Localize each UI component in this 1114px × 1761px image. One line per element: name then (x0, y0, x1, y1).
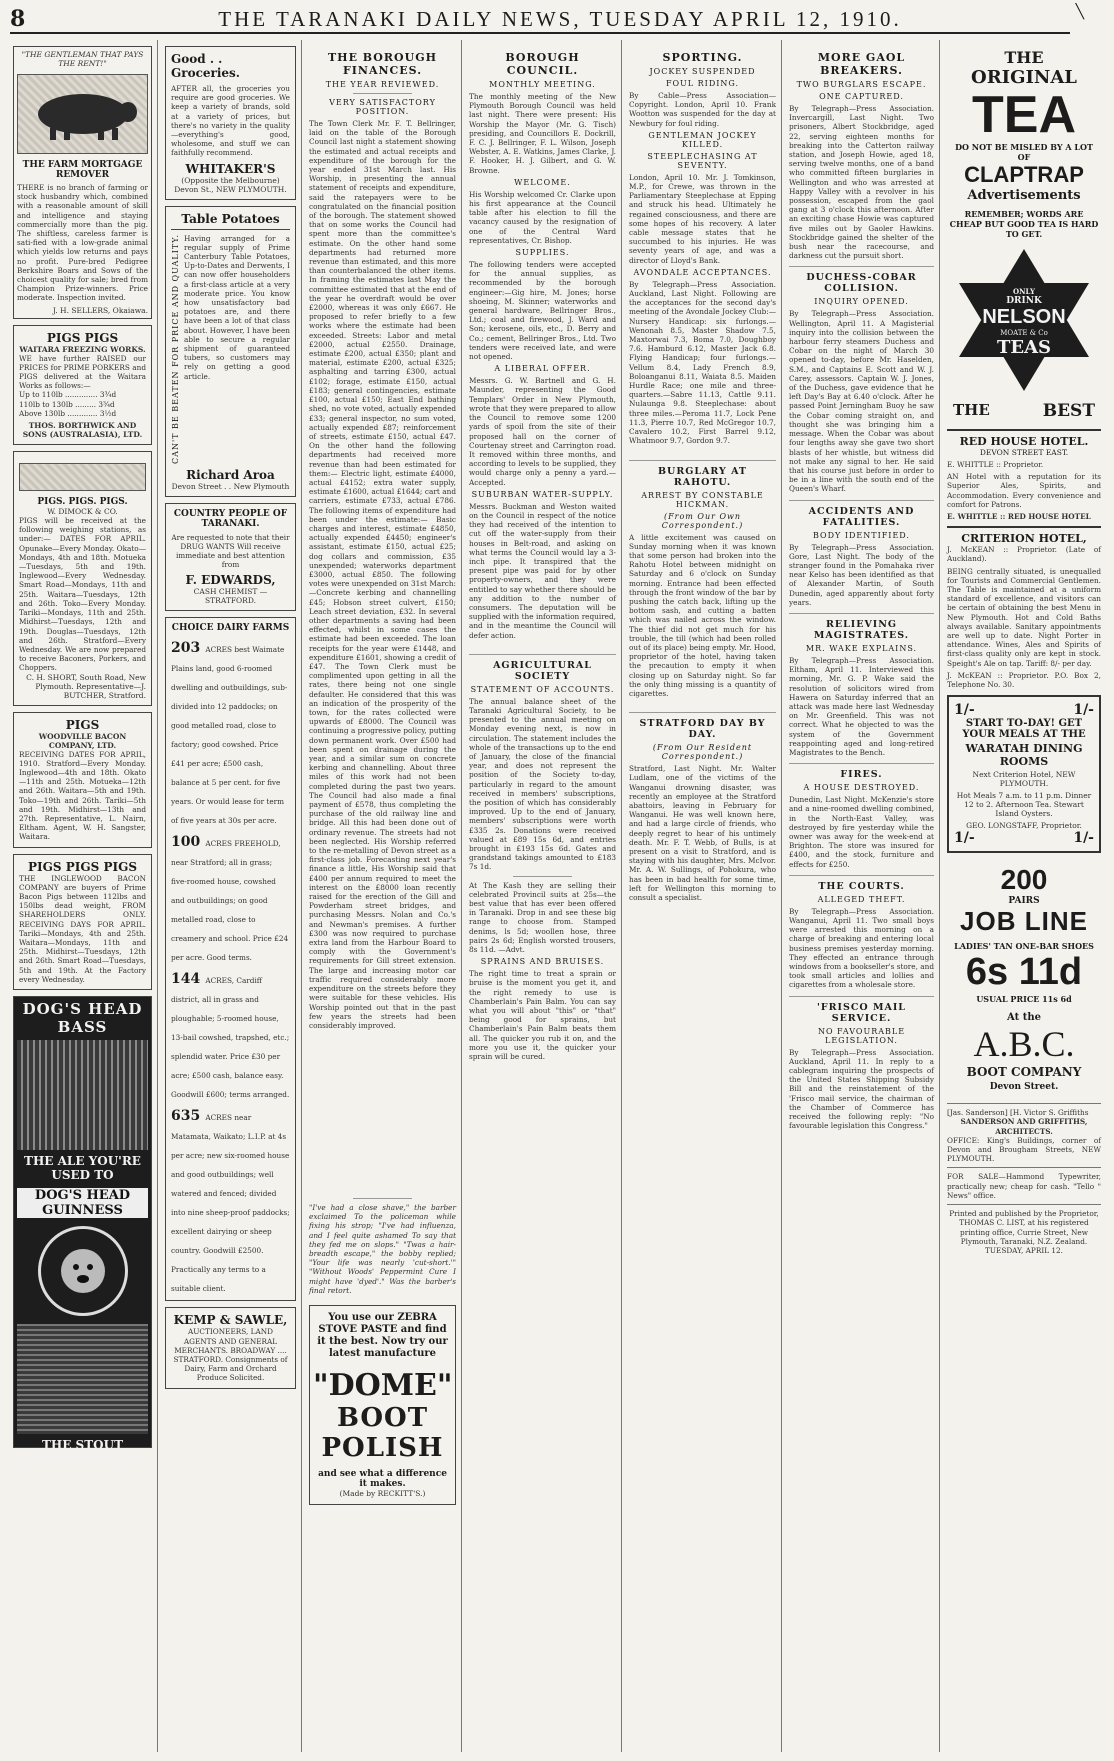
article-subheading: JOCKEY SUSPENDED (649, 67, 756, 76)
edwards-chemist-ad (165, 503, 296, 612)
inglewood-bacon-ad (13, 854, 152, 990)
dimock-pigs-ad (13, 451, 152, 705)
ad-subheading: THE FARM MORTGAGE REMOVER (22, 160, 143, 180)
waitara-pigs-ad (13, 325, 152, 445)
ad-business-name: CRITERION HOTEL, (961, 532, 1087, 546)
article-headline: SPORTING. (662, 51, 743, 64)
ad-vertical-slogan: CAN'T BE BEATEN FOR PRICE AND QUALITY. (171, 233, 180, 464)
ad-maker: (Made by RECKITT'S.) (339, 1489, 426, 1499)
column-7 (942, 40, 1106, 1752)
ad-subheading: W. DIMOCK & CO. (47, 507, 118, 517)
column-3 (304, 40, 462, 1752)
article-headline: DUCHESS-COBAR COLLISION. (789, 266, 934, 294)
article-subheading: MONTHLY MEETING. (489, 80, 596, 89)
farm-description: ACRES near Matamata, Waikato; L.I.P. at 4s per acre; new six-roomed house and good outbuildings; well watered and fenced; divided into nine sheep-proof paddocks; excellent dairying or sheep country. Goodwill £2500. Practically any terms to a suitable client. (171, 1113, 290, 1294)
article-subheading: FOUL RIDING. (665, 79, 740, 88)
article-body: By Telegraph—Press Association. Gore, Last Night. The body of the stranger found in the Pomahaka river near Kelso has been identified as that of Alexander Martin, of South Dunedin, aged apparently about forty years. (789, 542, 934, 607)
ad-line: THE (1004, 48, 1044, 67)
ad-heading: PIGS (65, 717, 100, 732)
article-subheading: AVONDALE ACCEPTANCES. (633, 267, 772, 277)
ad-line: START TO-DAY! GET YOUR MEALS AT THE (962, 718, 1086, 741)
kemp-sawle-ad (165, 1307, 296, 1388)
article-body: A little excitement was caused on Sunday morning when it was known that some person had broken into the Rahotu Hotel between midnight on Saturday and 6 o'clock on Sunday morning. Entrance had been effected through the front window of the bar by pushing the catch back, lifting up the bottom sash, and cutting a batten which was nailed across the window. The thief did not get much for his trouble, the till (which had been rolled out of its place) being empty. Mr. Hood, proprietor of the hotel, having taken the precaution to empty it when closing up on Saturday night. So far the only thing missing is a quantity of cigarettes. (629, 532, 776, 698)
article-byline: (From Our Own Correspondent.) (661, 511, 744, 530)
article-subheading: INQUIRY OPENED. (814, 297, 909, 307)
star-text: MOATE & Co (1000, 329, 1048, 337)
article-subheading: VERY SATISFACTORY POSITION. (329, 98, 436, 116)
article-subheading: NO FAVOURABLE LEGISLATION. (817, 1026, 906, 1045)
ad-business-name: BOOT COMPANY (966, 1065, 1082, 1080)
ad-signature: GEO. LONGSTAFF, Proprietor. (966, 821, 1082, 831)
price-rate: Above 130lb ............. 3½d (19, 408, 117, 418)
ad-body: AFTER all, the groceries you require are good groceries. We keep a variety of brands, sold at a variety of prices, but there's no variety in the quality—everything's good, wholesome, and stuff we can faithfully recommend. (171, 84, 290, 158)
column-5 (624, 40, 782, 1752)
ad-body: FOR SALE—Hammond Typewriter, practically new; cheap for cash. "Tello " News" office. (947, 1172, 1101, 1200)
article-body: Messrs. Buckman and Weston waited on the Council in respect of the notice they had received of the intention to cut off the water-supply from their houses in Belt-road, and asking on what terms the Council would lay a 3-inch pipe. It transpired that the present pipe was paid for by other property-owners, and they were entitled to say whether there should be any addition to the number of consumers. The deputation will be supplied with the information required, and in the meantime the Council will defer action. (469, 501, 616, 640)
pig-illustration (17, 74, 148, 154)
printer-imprint (947, 1204, 1101, 1255)
ad-business-name: F. EDWARDS, (185, 573, 276, 588)
ad-address: CASH CHEMIST — STRATFORD. (193, 587, 268, 606)
star-text: DRINK (1006, 296, 1042, 306)
ad-address: Next Criterion Hotel, NEW PLYMOUTH. (972, 770, 1076, 789)
article-subheading: STATEMENT OF ACCOUNTS. (470, 684, 615, 694)
article-headline: MORE GAOL BREAKERS. (817, 51, 906, 77)
ad-heading: "DOME" (313, 1368, 453, 1404)
price-rate: Up to 110lb .............. 3¾d (19, 390, 117, 400)
article-body: By Telegraph—Press Association. Eltham, April 11. Interviewed this morning, Mr. G. P. Wake said the resolution of solicitors wired from Hawera on Saturday inferred that an attack was made here last Wednesday on Mr. Greenfield. This was not correct. What he objected to was the system of the Government reappointing aged and long-retired Magistrates to the Bench. (789, 655, 934, 757)
article-byline: (From Our Resident Correspondent.) (652, 743, 753, 762)
article-subheading: SUBURBAN WATER-SUPPLY. (471, 489, 614, 499)
advertisement-text: The right time to treat a sprain or bruise is the moment you get it, and the right remedy to use is Chamberlain's Pain Balm. You can say what you will about "this" or "that" being good for sprains, but Chamberlain's Pain Balm beats them all. The quicker you rub it on, and the more you use it, the quicker your sprain will be cured. (469, 969, 616, 1062)
ad-body: AUCTIONEERS, LAND AGENTS AND GENERAL MERCHANTS. BROADWAY .... STRATFORD. Consignments of Dairy, Farm and Orchard Produce Solicited. (173, 1327, 288, 1383)
article-headline: STRATFORD DAY BY DAY. (629, 712, 776, 740)
ad-slogan: THE ALE YOU'RE USED TO (24, 1153, 141, 1182)
ad-line: At the (1007, 1012, 1041, 1024)
newspaper-title: THE TARANAKI DAILY NEWS, TUESDAY APRIL 12, 1910. (218, 7, 902, 31)
ad-line: Advertisements (967, 188, 1081, 203)
ad-signature: C. H. SHORT, South Road, New Plymouth. Representative—J. BUTCHER, Stratford. (26, 672, 146, 700)
ad-heading: DOG'S HEAD BASS (22, 999, 143, 1036)
ad-line: LADIES' TAN ONE-BAR SHOES (954, 941, 1094, 952)
ad-body: Hot Meals 7 a.m. to 11 p.m. Dinner 12 to 2. Afternoon Tea. Stewart Island Oysters. (956, 791, 1092, 819)
ad-heading: JOB LINE (960, 906, 1088, 937)
ad-line: THE (953, 401, 990, 419)
ad-heading: WARATAH DINING ROOMS (965, 742, 1083, 769)
farm-acreage: 635 (171, 1108, 201, 1125)
farm-description: ACRES, Cardiff district, all in grass and ploughable; 5-roomed house, 13-bail cowshed, trapshed, etc.; splendid water. Price £30 per acre; £500 cash, balance easy. Goodwill £600; terms arranged. (171, 976, 290, 1100)
article-headline: RELIEVING MAGISTRATES. (789, 613, 934, 641)
ad-body: WE have further RAISED our PRICES for PRIME PORKERS and PIGS delivered at the Waitara Works as follows:— (19, 353, 146, 391)
whitakers-ad (165, 46, 296, 200)
ad-line: ORIGINAL (971, 67, 1077, 88)
ad-body: Are requested to note that their DRUG WANTS Will receive immediate and best attention from (171, 532, 290, 570)
price-tag: 1/- (954, 702, 975, 719)
ad-signature: J. H. SELLERS, Okaiawa. (52, 305, 148, 315)
farm-acreage: 203 (171, 640, 201, 657)
pig-illustration (19, 463, 146, 491)
ad-line: [Jas. Sanderson] [H. Victor S. Griffiths (947, 1108, 1089, 1118)
criterion-hotel-ad (947, 526, 1101, 689)
typewriter-sale-notice (947, 1167, 1101, 1200)
article-headline: ACCIDENTS AND FATALITIES. (789, 500, 934, 528)
ad-line: PAIRS (1008, 896, 1040, 907)
architects-ad (947, 1103, 1101, 1163)
column-4 (464, 40, 622, 1752)
ad-address: Devon Street . . New Plymouth (171, 481, 290, 491)
ad-business-name: A.B.C. (973, 1024, 1075, 1065)
corner-mark-icon: ╲ (1075, 4, 1084, 20)
ad-proprietor: E. WHITTLE :: Proprietor. (947, 460, 1044, 469)
ad-body: AN Hotel with a reputation for its Superior Ales, Spirits, and Accommodation. Every convenience and comfort for Patrons. (947, 472, 1101, 509)
article-headline: BOROUGH COUNCIL. (505, 51, 580, 77)
pig-icon (28, 86, 138, 142)
farm-description: ACRES best Waimate Plains land, good 6-roomed dwelling and outbuildings, sub-divided into 12 paddocks; on good metalled road, close to factory; good cowshed. Price £41 per acre; £500 cash, balance at 5 per cent. for five years. Or would lease for term of five years at 30s per acre. (171, 645, 288, 826)
pig-breeder-ad (13, 46, 152, 319)
article-subheading: STEEPLECHASING AT SEVENTY. (647, 151, 758, 170)
table-potatoes-ad (165, 206, 296, 497)
star-text: ONLY (1013, 287, 1035, 296)
article-subheading: SUPPLIES. (515, 248, 570, 258)
article-body: By Telegraph—Press Association. Wellington, April 11. A Magisterial inquiry into the collision between the harbour ferry steamers Duchess and Cobar on the night of March 30 opened to-day, before Mr. Haselden, S.M., and Captains E. Scott and W. J. Carey, assessors. Captain W. J. Jones, of the Duchess, gave evidence that he left Day's Bay at 6.40 o'clock. After he passed Point Jerningham Buoy he saw the Cobar coming straight on, and thought she was bringing him a message. When the Cobar was about four lengths away she gave two short blasts of her whistle, but witness did not make any signal to her. He said that his course just before in order to be in a line with the south end of the Queen's Wharf. (789, 309, 934, 494)
ad-heading: Good . . Groceries. (171, 52, 240, 80)
masthead (10, 8, 1070, 34)
ad-business-name: WHITAKER'S (185, 161, 276, 176)
price-tag: 1/- (1073, 702, 1094, 719)
article-body: The monthly meeting of the New Plymouth Borough Council was held last night. There were present: His Worship the Mayor (Mr. G. Tisch) presiding, and Councillors E. Dockrill, F. C. J. Bellringer, F. L. Wilson, Joseph Webster, A. E. Watkins, James Clarke, J. F. Hooker, H. J. Gilbert, and G. W. Browne. (469, 92, 616, 175)
price-rate: 110lb to 130lb ......... 3¾d (19, 399, 115, 409)
ad-signature: J. McKEAN :: Proprietor. P.O. Box 2, Telephone No. 30. (947, 670, 1101, 690)
ad-price: 6s 11d (965, 951, 1083, 994)
article-subheading: WELCOME. (514, 177, 571, 187)
article-subheading: BODY IDENTIFIED. (813, 530, 910, 540)
star-badge-icon (949, 245, 1099, 395)
ad-heading: "THE GENTLEMAN THAT PAYS THE RENT!" (21, 50, 144, 68)
ad-proprietor: J. McKEAN :: Proprietor. (Late of Auckland). (947, 545, 1101, 564)
article-body: London, April 10. Mr. J. Tomkinson, M.P., for Crewe, was thrown in the Parliamentary Steeplechase at Epping and struck his head. Ultimately he regained consciousness, and there are some hopes of his recovery. A later cable message states that he succumbed to his injuries. He was seventy years of age, and was a director of Lloyd's Bank. (629, 172, 776, 265)
nelson-tea-ad (947, 46, 1101, 423)
ad-body: Having arranged for a regular supply of Prime Canterbury Table Potatoes, Up-to-Dates and Derwents, I can now offer householders a first-class article at a very moderate price. You know how unsatisfactory bad potatoes are, and there have been a lot of that class about. However, I have been able to secure a regular shipment of guaranteed tubers, so customers may rely on getting a good article. (184, 233, 290, 381)
article-subheading: TWO BURGLARS ESCAPE. (796, 80, 927, 89)
ad-heading: COUNTRY PEOPLE OF TARANAKI. (173, 508, 288, 529)
ad-heading: CHOICE DAIRY FARMS (171, 623, 290, 634)
woodville-bacon-ad (13, 712, 152, 848)
column-1 (8, 40, 158, 1752)
ad-heading: PIGS. PIGS. PIGS. (37, 497, 128, 508)
farm-description: ACRES FREEHOLD, near Stratford; all in grass; five-roomed house, cowshed and outbuildings; on good metalled road, close to creamery and school. Price £24 per acre. Good terms. (171, 839, 289, 963)
ad-heading: TEA (972, 86, 1076, 144)
star-text: TEAS (996, 337, 1052, 358)
ad-body: BEING centrally situated, is unequalled for Tourists and Commercial Gentlemen. The Table is maintained at a uniform standard of excellence, and visitors can be certain of obtaining the best Menu in New Plymouth. Hot and Cold Baths always available. Sanitary appointments are well up to date. Night Porter in attendance. Wines, Ales and Spirits of first-class quality only are kept in stock. Speight's Ale on tap. Tariff: 8/- per day. (947, 566, 1101, 668)
price-tag: 1/- (954, 830, 975, 847)
article-body: Dunedin, Last Night. McKenzie's store and a nine-roomed dwelling combined, in the North-East Valley, was destroyed by fire yesterday while the owner was away for the week-end at Brighton. The store was insured for £400, and the stock, furniture and effects for £250. (789, 795, 934, 869)
article-headline: AGRICULTURAL SOCIETY (469, 654, 616, 682)
article-body: His Worship welcomed Cr. Clarke upon his first appearance at the Council table after his election to fill the vacancy caused by the resignation of one of the Central Ward representatives, Cr. Bishop. (469, 189, 616, 245)
article-body: By Cable—Press Association—Copyright. London, April 10. Frank Wootton was suspended for the day at Newbury for foul riding. (629, 91, 776, 128)
column-2 (160, 40, 302, 1752)
article-body: Stratford, Last Night. Mr. Walter Ludlam, one of the victims of the Wanganui drowning disaster, was recently an employee at the Stratford abattoirs, leaving in February for Wanganui. He was well known here, and had a large circle of friends, who deeply regret to hear of his untimely death. Mr. F. T. Webb, of Bulls, is at present on a visit to Stratford, and is staying with his daughter, Mrs. McIvor. Mr. A. W. Sullings, of Pohokura, who has been in bad health for some time, left for Wellington this morning to consult a specialist. (629, 764, 776, 902)
ad-subheading: WOODVILLE BACON COMPANY, LTD. (38, 731, 127, 750)
article-headline: BURGLARY AT RAHOTU. (629, 460, 776, 488)
star-text: NELSON (982, 306, 1066, 328)
article-headline: FIRES. (789, 763, 934, 780)
ad-body: RECEIVING DATES FOR APRIL, 1910. Stratford—Every Monday. Inglewood—4th and 18th. Okato—11th and 25th. Motueka—12th and 26th. Waitara—5th and 19th. Toko—19th and 26th. Tariki—5th and 19th. Midhirst—13th and 27th. Representative, L. Nairn, Eltham. Agent, W. H. Sangster, Waitara. (19, 749, 146, 842)
article-body: The following tenders were accepted for the annual supplies, as recommended by the borough engineer:—Gig hire, M. Jones; horse shoeing, M. Skinner; waterworks and general hardware, Bellringer Bros., Ltd.; coal and firewood, J. Ward and Son; kerosene, oils, etc., D. Berry and Co.; cement, Bellringer Bros., Ltd. Two tenders were received late, and were not opened. (469, 260, 616, 362)
article-subheading: GENTLEMAN JOCKEY KILLED. (648, 130, 757, 149)
imprint-text: Printed and published by the Proprietor, THOMAS C. LIST, at his registered printing office, Currie Street, New Plymouth, Taranaki, N.Z. Zealand. TUESDAY, APRIL 12. (949, 1209, 1099, 1255)
ad-line: CLAPTRAP (964, 162, 1084, 187)
article-body: Messrs. G. W. Bartnell and G. H. Maunder, representing the Good Templars' Order in New Plymouth, wrote that they were prepared to allow the Council to remove some 1200 yards of spoil from the site of their proposed hall on the corner of Courtenay street and Carrington road. It removed within three months, and according to levels to be supplied, they would charge only a penny a yard.—Accepted. (469, 376, 616, 487)
ad-heading: DOG'S HEAD GUINNESS (17, 1188, 148, 1218)
abc-boot-ad (947, 859, 1101, 1097)
bottle-illustration (17, 1324, 148, 1434)
advertisement-text: At The Kash they are selling their celebrated Provincil suits at 25s—the best value that has ever been offered in Taranaki. Drop in and see these big range to choose from. Stamped denims, ls 5d; woollen hose, three pairs 2s 6d; English worsted trousers, 8s 11d. —Advt. (469, 880, 616, 955)
ad-business-name: SANDERSON AND GRIFFITHS, ARCHITECTS. (960, 1117, 1088, 1136)
illustration-scene (17, 1040, 148, 1150)
ad-business-name: Richard Aroa (186, 467, 275, 482)
farm-acreage: 100 (171, 834, 201, 851)
article-subheading: ARREST BY CONSTABLE HICKMAN. (641, 490, 764, 509)
dog-head-label-icon (38, 1226, 128, 1316)
ad-address: Devon Street. (989, 1082, 1059, 1093)
article-subheading: THE YEAR REVIEWED. (325, 80, 440, 89)
ad-address: DEVON STREET EAST. (979, 448, 1069, 457)
article-body: By Telegraph—Press Association. Auckland, April 11. In reply to a cablegram inquiring the prospects of the United States Shipping Subsidy Bill and the reinstatement of the 'Frisco mail service, the chairman of the Chamber of Commerce has received the following reply: "No favourable legislation this Congress." (789, 1047, 934, 1131)
price-tag: 1/- (1073, 830, 1094, 847)
ad-heading: BOOT POLISH (321, 1403, 444, 1464)
article-headline: THE BOROUGH FINANCES. (328, 51, 437, 77)
dogs-head-ad (13, 996, 152, 1466)
ad-body: PIGS will be received at the following weighing stations, as under:— DATES FOR APRIL. Opunake—Every Monday. Okato—Mondays, 4th and 18th. Motueka—Tuesdays, 5th and 19th. Inglewood—Every Wednesday. Smart Road—Mondays, 11th and 25th. Waitara—Tuesdays, 12th and 26th. Toko—Every Monday. Tariki—Mondays, 11th and 25th. Midhirst—Tuesdays, 12th and 19th. Douglas—Tuesdays, 12th and 26th. Stratford—Every Wednesday. We are now prepared to receive Baconers, Porkers, and Choppers. (19, 516, 146, 673)
article-body: The annual balance sheet of the Taranaki Agricultural Society, to be presented to the annual meeting on Monday evening next, is now in circulation. The statement includes the whole of the transactions up to the end of January, the close of the financial year, and does not represent the position of the Society to-day, particularly in regard to the amount received in members' subscriptions, the position of which has considerably improved. Up to the end of January, members' subscriptions were worth £335 2s. Donations were received valued at £89 15s 6d, and entries brought in £193 15s 6d. Gates and grandstand takings amounted to £183 7s 1d. (469, 696, 616, 872)
column-6 (784, 40, 940, 1752)
article-subheading: ALLEGED THEFT. (817, 894, 906, 904)
ad-signature: E. WHITTLE :: RED HOUSE HOTEL (947, 512, 1091, 522)
ad-line: BEST (1042, 401, 1095, 421)
ad-line: USUAL PRICE 11s 6d (976, 994, 1072, 1005)
ad-address: (Opposite the Melbourne) Devon St., NEW PLYMOUTH. (174, 175, 287, 194)
waratah-dining-ad (947, 695, 1101, 853)
ad-business-name: KEMP & SAWLE, (173, 1313, 288, 1328)
ad-intro: You use our ZEBRA STOVE PASTE and find it the best. Now try our latest manufacture (317, 1312, 448, 1360)
article-body: By Telegraph—Press Association. Wanganui, April 11. Two small boys were arrested this morning on a charge of breaking and entering local business premises yesterday morning. They effected an entrance through windows from a bookseller's store, and took small articles and lollies and cigarettes from a wholesale store. (789, 906, 934, 990)
farm-listing (171, 1105, 290, 1295)
ad-subheading: WAITARA FREEZING WORKS. (19, 344, 146, 354)
dairy-farms-ad (165, 617, 296, 1301)
article-subheading: A HOUSE DESTROYED. (803, 783, 920, 793)
farm-listing (171, 968, 290, 1101)
ad-slogan: THE STOUT YOU'RE USED TO (23, 1437, 142, 1466)
article-subheading: A LIBERAL OFFER. (494, 364, 591, 374)
article-headline: THE COURTS. (789, 875, 934, 892)
article-body: The Town Clerk Mr. F. T. Bellringer, laid on the table of the Borough Council last night a statement showing the estimated and actual receipts and expenditure of the borough for the year ended 31st March last. His Worship, in presenting the annual statement of receipts and expenditure, said the ratepayers were to be congratulated on the financial position of the borough. The statement showed that on some works the Council had spent more than the committee's estimate. On the other hand some departments had returned more revenue than estimated, and this more than counterbalanced the other items. In framing the estimates last May the committee estimated that at the end of the year he overdraft would be over £2000, whereas it was only £667. He proposed to refer briefly to a few works where the estimate had been exceeded. Streets: Labor and metal £2000, actual £2550. Drainage, estimate £200, actual £350; plant and material, estimate £200, actual £325; asphalting and tarring £300, actual £102; forage, estimate £150, actual £183; general contingencies, estimate £100, actual £150; East End bathing shed, no vote voted, actually expended £33; general inspector, no sum voted, actually expended £87; reinforcement of streets, estimate £150, actual £47. On the other hand the following departments had received more revenue than had been estimated for them:— Electric light, estimate £4000, actual £4152; extra water supply, estimate £1600, actual £1644; cart and carriers, estimate £733, actual £786. The following items of expenditure had been under the estimate:— Basic charges and interest, estimate £4850, actually expended £4450; engineer's assistant, estimate £150, actual £25; dog collars and commission, £35 unexpended; waterworks department £3000, actual £850. The following votes were unexpended on 31st March:—Concrete kerbing and channelling £45; Hobson street culvert, £150; Leach street deviation, £32. In several other departments a saving had been effected, whilst in some cases the estimate had been exceeded. The loan receipts for the year were £1448, and expenditure £1601, showing a credit of £47. The Town Clerk must be complimented upon getting in all the rates, there being not one single defaulter. He considered that this was an indication of the prosperity of the town, for the rates collected were upwards of £8000. The Council was continuing a progressive policy, putting down permanent work. Over £500 had been spent on drainage during the year, and a similar sum on concrete kerbing and channelling. About three miles of this work had not been completed during the past two years. The Council had also made a final payment of £578, thus completing the purchase of the old railway line and bridge. All this had been done out of ordinary revenue. The streets had not been neglected. His Worship referred to the re-metalling of Devon street as a first-class job. Forecasting next year's finance a little, His Worship said that £400 per annum required to meet the interest on the £8000 loan recently raised for the erection of the Gill and Powderham street bridges, and purchasing Messrs. Nolan and Co.'s and Newman's premises. A further £300 was now required to purchase extra land from the Harbour Board to comply with the Government's requirements for Gill street extension. The large and increasing motor car traffic required considerably more expenditure on the streets before they were suitable for these vehicles. His Worship pointed out that in the past few years the streets had been considerably improved. (309, 119, 456, 1030)
farm-acreage: 144 (171, 971, 201, 988)
ad-tagline: and see what a difference it makes. (318, 1469, 447, 1490)
page-number: 8 (10, 6, 26, 32)
red-house-hotel-ad (947, 429, 1101, 521)
ad-body: THE INGLEWOOD BACON COMPANY are buyers of Prime Bacon Pigs between 112lbs and 150lbs dead weight, FROM SHAREHOLDERS ONLY. RECEIVING DAYS FOR APRIL. Tariki—Mondays, 4th and 25th. Waitara—Mondays, 11th and 25th. Midhirst—Tuesdays, 12th and 26th. Smart Road—Tuesdays, 5th and 19th. At the Factory every Wednesday. (19, 873, 146, 984)
dome-polish-ad (309, 1305, 456, 1505)
article-subheading: MR. WAKE EXPLAINS. (805, 643, 918, 653)
ad-line: DO NOT BE MISLED BY A LOT OF (955, 142, 1093, 162)
article-body: By Telegraph—Press Association. Invercargill, Last Night. Two prisoners, Albert Stockbridge, aged 22, serving eighteen months for breaking into the Catterton railway station, and Joseph Howie, aged 18, serving twelve months, one of a band who committed fifteen burglaries in Wellington and who was arrested at Happy Valley with a revolver in his possession, escaped from the gaol gang at 3 o'clock this afternoon. After an exciting chase Howie was captured five miles out by Gaoler Hawkins. Stockbridge gained the shelter of the bush near the racecourse, and darkness cut the pursuit short. (789, 104, 934, 261)
ad-heading: 200 (1000, 864, 1048, 896)
article-body: By Telegraph—Press Association. Auckland, Last Night. Following are the acceptances for the second day's meeting of the Avondale Jockey Club:— Nursery Handicap: six furlongs.—Wenonah 8.5, Master Shadow 7.5, Maxtorwai 7.3, Boma 7.0, Doughboy 7.6. Hamburd 6.12, Master Jack 6.8. Flying Handicap; four furlongs.—Vellum 8.4, Lady French 8.9, Boloanganui 8.11, Waiata 8.5. Maiden Hurdle Race; one mile and three-quarters.—Sabre 11.13, Cattle 9.11. Nulaunga 9.8. Steeplechase: about three miles.—Peroma 11.7, Lock Pene 11.3, Pierre 10.7, Red McGregor 10.7, Cavalero 10.2, First Barrel 9.12, Whatmoor 9.7, Gordon 9.7. (629, 279, 776, 446)
article-headline: 'FRISCO MAIL SERVICE. (789, 996, 934, 1024)
ad-heading: Table Potatoes (171, 212, 290, 230)
ad-heading: PIGS PIGS PIGS (27, 859, 137, 874)
ad-business-name: RED HOUSE HOTEL. (959, 435, 1089, 448)
article-subheading: ONE CAPTURED. (819, 92, 904, 101)
article-subheading: SPRAINS AND BRUISES. (480, 957, 605, 967)
farm-listing (171, 637, 290, 827)
ad-body: THERE is no branch of farming or stock husbandry which, combined with a reasonable amount of skill and intelligence and staying commercially more than the pig. The shiftless, careless farmer is sati-fied with a low-grade animal which yields low returns and pays no profit. Pure-bred Pedigree Berkshire Boars and Sows of the choicest quality for sale; bred from Champion Prize-winners. Price moderate. Inspection invited. (17, 183, 148, 303)
advertising-verse: "I've had a close shave," the barber exclaimed To the policeman while fixing his strop; "I've had influenza, and I feel quite ashamed To say that they fed me on slops." "Twas a hair-breadth escape," the bobby replied; "Your life was nearly 'cut-short.'" "Without Woods' Peppermint Cure I might have 'dyed'." Was the barber's final retort. (309, 1203, 456, 1295)
ad-signature: THOS. BORTHWICK AND SONS (AUSTRALASIA), LTD. (22, 421, 143, 440)
ad-heading: PIGS PIGS (46, 330, 119, 345)
farm-listing (171, 831, 290, 964)
ad-line: REMEMBER; WORDS ARE CHEAP BUT GOOD TEA IS HARD TO GET. (949, 209, 1099, 239)
ad-address: OFFICE: King's Buildings, corner of Devon and Brougham Streets, NEW PLYMOUTH. (947, 1135, 1101, 1164)
